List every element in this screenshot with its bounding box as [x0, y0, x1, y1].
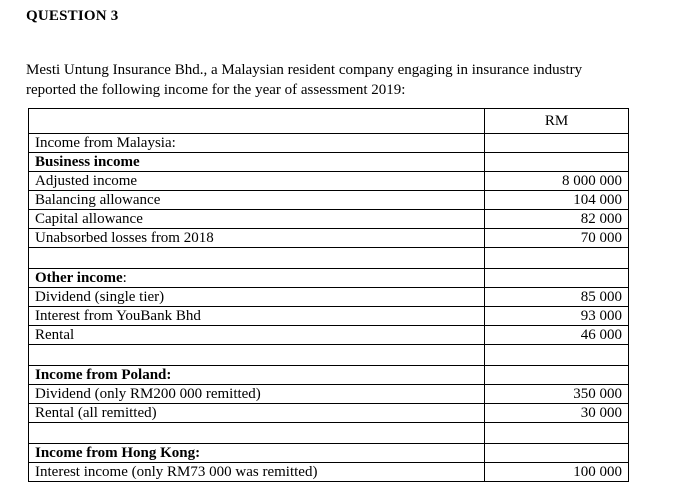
table-row [29, 288, 629, 307]
other-income-heading-text: Other income [35, 270, 123, 286]
table-row [29, 153, 629, 172]
business-income-heading: Business income [29, 153, 485, 172]
malaysia-heading: Income from Malaysia: [29, 134, 485, 153]
table-row [29, 404, 629, 423]
row-label: Dividend (only RM200 000 remitted) [29, 385, 485, 404]
intro-line-1: Mesti Untung Insurance Bhd., a Malaysian resident company engaging in insurance industry [26, 62, 583, 78]
row-label: Balancing allowance [29, 191, 485, 210]
table-header-row [29, 109, 629, 134]
table-row [29, 385, 629, 404]
other-income-heading [29, 269, 485, 288]
table-row [29, 463, 629, 482]
row-amount: 350 000 [485, 385, 629, 404]
row-amount: 46 000 [485, 326, 629, 345]
row-amount: 93 000 [485, 307, 629, 326]
poland-heading: Income from Poland: [29, 366, 485, 385]
question-heading: QUESTION 3 [26, 8, 119, 24]
header-desc-cell [29, 109, 485, 134]
spacer-row [29, 423, 629, 444]
table-row [29, 191, 629, 210]
spacer-row [29, 248, 629, 269]
row-label: Adjusted income [29, 172, 485, 191]
row-label: Rental [29, 326, 485, 345]
intro-line-2: reported the following income for the year of assessment 2019: [26, 82, 406, 98]
row-label: Dividend (single tier) [29, 288, 485, 307]
table-row [29, 229, 629, 248]
table-row [29, 269, 629, 288]
row-label: Interest income (only RM73 000 was remitted) [29, 463, 485, 482]
table-row [29, 210, 629, 229]
hongkong-heading: Income from Hong Kong: [29, 444, 485, 463]
row-amount: 82 000 [485, 210, 629, 229]
other-income-heading-colon: : [122, 270, 127, 286]
table-row [29, 134, 629, 153]
table-row [29, 366, 629, 385]
question-intro [26, 60, 646, 100]
row-amount: 85 000 [485, 288, 629, 307]
table-row [29, 172, 629, 191]
row-amount: 104 000 [485, 191, 629, 210]
table-row [29, 326, 629, 345]
row-amount: 8 000 000 [485, 172, 629, 191]
currency-header: RM [485, 109, 629, 134]
spacer-row [29, 345, 629, 366]
row-amount: 70 000 [485, 229, 629, 248]
income-table [28, 108, 629, 482]
row-label: Interest from YouBank Bhd [29, 307, 485, 326]
table-row [29, 444, 629, 463]
row-amount: 100 000 [485, 463, 629, 482]
row-amount: 30 000 [485, 404, 629, 423]
row-label: Rental (all remitted) [29, 404, 485, 423]
table-row [29, 307, 629, 326]
row-label: Unabsorbed losses from 2018 [29, 229, 485, 248]
row-label: Capital allowance [29, 210, 485, 229]
